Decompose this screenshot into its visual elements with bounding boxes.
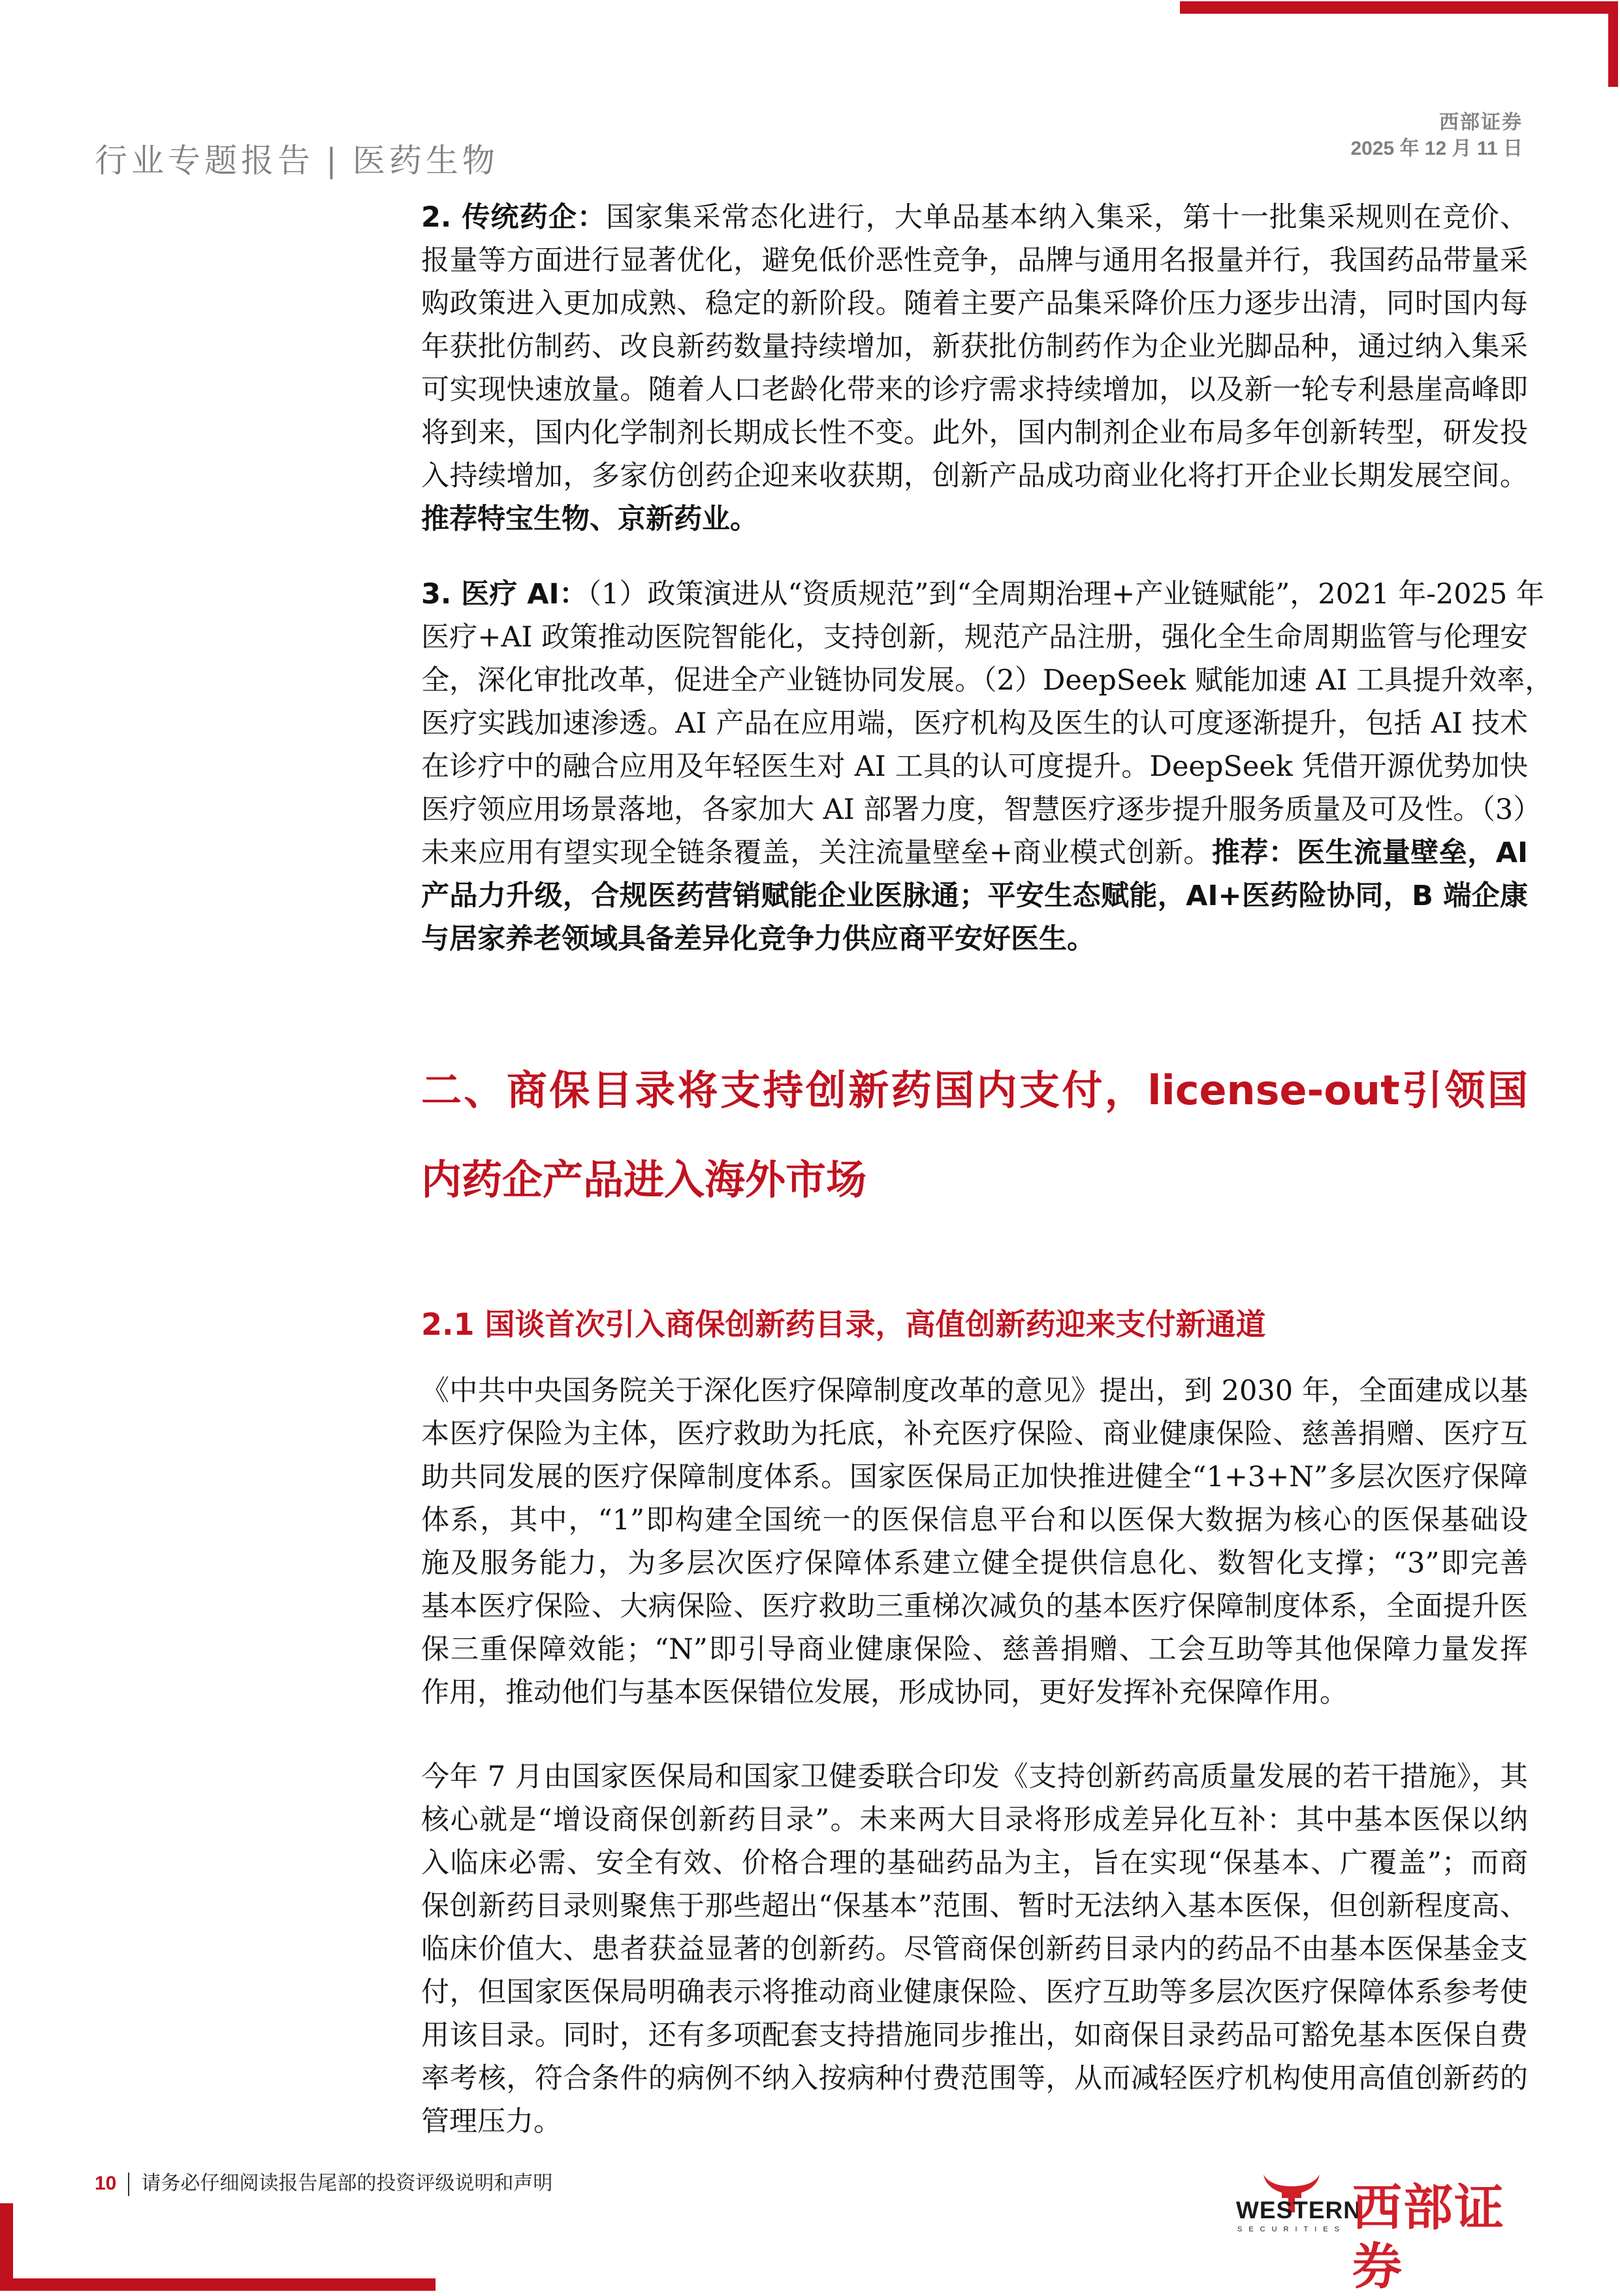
chapter-heading-line-1: 二、商保目录将支持创新药国内支付，license-out引领国 <box>421 1066 1528 1114</box>
report-category <box>95 135 499 182</box>
paragraph-line: 可实现快速放量。随着人口老龄化带来的诊疗需求持续增加，以及新一轮专利悬崖高峰即 <box>421 374 1528 406</box>
paragraph-line: 施及服务能力，为多层次医疗保障体系建立健全提供信息化、数智化支撑；“3”即完善 <box>421 1547 1528 1580</box>
paragraph-line: 核心就是“增设商保创新药目录”。未来两大目录将形成差异化互补：其中基本医保以纳 <box>421 1804 1528 1836</box>
section-label: 2. 传统药企： <box>421 201 607 234</box>
paragraph-line: 医疗+AI 政策推动医院智能化，支持创新，规范产品注册，强化全生命周期监管与伦理安 <box>421 621 1528 654</box>
paragraph-line: 管理压力。 <box>421 2105 562 2138</box>
footer-disclaimer: 请务必仔细阅读报告尾部的投资评级说明和声明 <box>141 2172 553 2195</box>
section-subheading: 2.1 国谈首次引入商保创新药目录，高值创新药迎来支付新通道 <box>421 1307 1266 1342</box>
section-label: 3. 医疗 AI： <box>421 578 588 611</box>
paragraph-line: 基本医疗保险、大病保险、医疗救助三重梯次减负的基本医疗保障制度体系，全面提升医 <box>421 1590 1528 1623</box>
paragraph-line: 购政策进入更加成熟、稳定的新阶段。随着主要产品集采降价压力逐步出清，同时国内每 <box>421 287 1528 320</box>
paragraph-line: 将到来，国内化学制剂长期成长性不变。此外，国内制剂企业布局多年创新转型，研发投 <box>421 417 1528 449</box>
paragraph-line: 全，深化审批改革，促进全产业链协同发展。（2）DeepSeek 赋能加速 AI 工具提升效率， <box>421 664 1553 697</box>
header-meta <box>1351 110 1523 162</box>
paragraph-line: 入持续增加，多家仿创药企迎来收获期，创新产品成功商业化将打开企业长期发展空间。 <box>421 460 1528 492</box>
paragraph-reform <box>421 1369 1528 1714</box>
paragraph-line: 在诊疗中的融合应用及年轻医生对 AI 工具的认可度提升。DeepSeek 凭借开源优势加快 <box>421 750 1528 783</box>
page-footer <box>95 2169 552 2198</box>
paragraph-line: 医疗领应用场景落地，各家加大 AI 部署力度，智慧医疗逐步提升服务质量及可及性。（3） <box>421 793 1542 826</box>
western-securities-logo <box>1236 2169 1530 2295</box>
recommendation: 推荐特宝生物、京新药业。 <box>421 503 758 535</box>
paragraph-line: 年获批仿制药、改良新药数量持续增加，新获批仿制药作为企业光脚品种，通过纳入集采 <box>421 330 1528 363</box>
paragraph-line: 用该目录。同时，还有多项配套支持措施同步推出，如商保目录药品可豁免基本医保自费 <box>421 2019 1528 2052</box>
paragraph-line: 2. 传统药企：国家集采常态化进行，大单品基本纳入集采，第十一批集采规则在竞价、 <box>421 201 1529 234</box>
bottom-left-red-bar-horizontal <box>0 2278 436 2291</box>
paragraph-line: 保创新药目录则聚焦于那些超出“保基本”范围、暂时无法纳入基本医保，但创新程度高、 <box>421 1890 1528 1922</box>
paragraph-line: 《中共中央国务院关于深化医疗保障制度改革的意见》提出，到 2030 年，全面建成以基 <box>421 1375 1528 1407</box>
chapter-heading <box>421 1064 1528 1243</box>
top-right-red-bar <box>1608 1 1618 87</box>
section-medical-ai <box>421 573 1553 961</box>
paragraph-line: 作用，推动他们与基本医保错位发展，形成协同，更好发挥补充保障作用。 <box>421 1676 1348 1709</box>
paragraph-line: 报量等方面进行显著优化，避免低价恶性竞争，品牌与通用名报量并行，我国药品带量采 <box>421 244 1528 277</box>
header-separator: | <box>326 142 341 180</box>
paragraph-line: 医疗实践加速渗透。AI 产品在应用端，医疗机构及医生的认可度逐渐提升，包括 AI 技术 <box>421 707 1528 740</box>
paragraph-line: 助共同发展的医疗保障制度体系。国家医保局正加快推进健全“1+3+N”多层次医疗保障 <box>421 1461 1528 1493</box>
recommendation: 产品力升级，合规医药营销赋能企业医脉通；平安生态赋能，AI+医药险协同，B 端企康 <box>421 880 1528 912</box>
chapter-heading-line-2: 内药企产品进入海外市场 <box>421 1156 867 1204</box>
footer-separator <box>128 2173 129 2196</box>
paragraph-line: 保三重保障效能；“N”即引导商业健康保险、慈善捐赠、工会互助等其他保障力量发挥 <box>421 1633 1528 1666</box>
logo-chinese: 西部证券 <box>1352 2178 1505 2295</box>
sector-name: 医药生物 <box>352 142 499 180</box>
page-number: 10 <box>95 2173 117 2194</box>
recommendation: 与居家养老领域具备差异化竞争力供应商平安好医生。 <box>421 923 1095 955</box>
bottom-left-red-bar-vertical <box>0 2203 13 2291</box>
firm-name: 西部证券 <box>1439 111 1523 134</box>
section-traditional-pharma <box>421 196 1528 541</box>
logo-english: WESTERN <box>1236 2197 1361 2224</box>
paragraph-measures <box>421 1755 1528 2143</box>
logo-subtitle: SECURITIES <box>1237 2225 1346 2233</box>
paragraph-line: 率考核，符合条件的病例不纳入按病种付费范围等，从而减轻医疗机构使用高值创新药的 <box>421 2062 1528 2095</box>
report-type: 行业专题报告 <box>95 142 314 180</box>
paragraph-line: 体系，其中，“1”即构建全国统一的医保信息平台和以医保大数据为核心的医保基础设 <box>421 1504 1528 1537</box>
paragraph-line: 入临床必需、安全有效、价格合理的基础药品为主，旨在实现“保基本、广覆盖”；而商 <box>421 1847 1528 1879</box>
paragraph-line: 3. 医疗 AI：（1）政策演进从“资质规范”到“全周期治理+产业链赋能”，2021 年-2025 年 <box>421 578 1545 611</box>
report-date: 2025 年 12 月 11 日 <box>1350 138 1523 159</box>
paragraph-line: 付，但国家医保局明确表示将推动商业健康保险、医疗互助等多层次医疗保障体系参考使 <box>421 1976 1528 2009</box>
recommendation-inline: 推荐：医生流量壁垒，AI <box>1211 837 1529 869</box>
paragraph-line: 本医疗保险为主体，医疗救助为托底，补充医疗保险、商业健康保险、慈善捐赠、医疗互 <box>421 1418 1528 1450</box>
paragraph-line: 临床价值大、患者获益显著的创新药。尽管商保创新药目录内的药品不由基本医保基金支 <box>421 1933 1528 1966</box>
top-red-bar <box>1180 1 1618 14</box>
paragraph-line: 今年 7 月由国家医保局和国家卫健委联合印发《支持创新药高质量发展的若干措施》，其 <box>421 1761 1528 1793</box>
paragraph-line: 未来应用有望实现全链条覆盖，关注流量壁垒+商业模式创新。推荐：医生流量壁垒，AI <box>421 837 1529 869</box>
